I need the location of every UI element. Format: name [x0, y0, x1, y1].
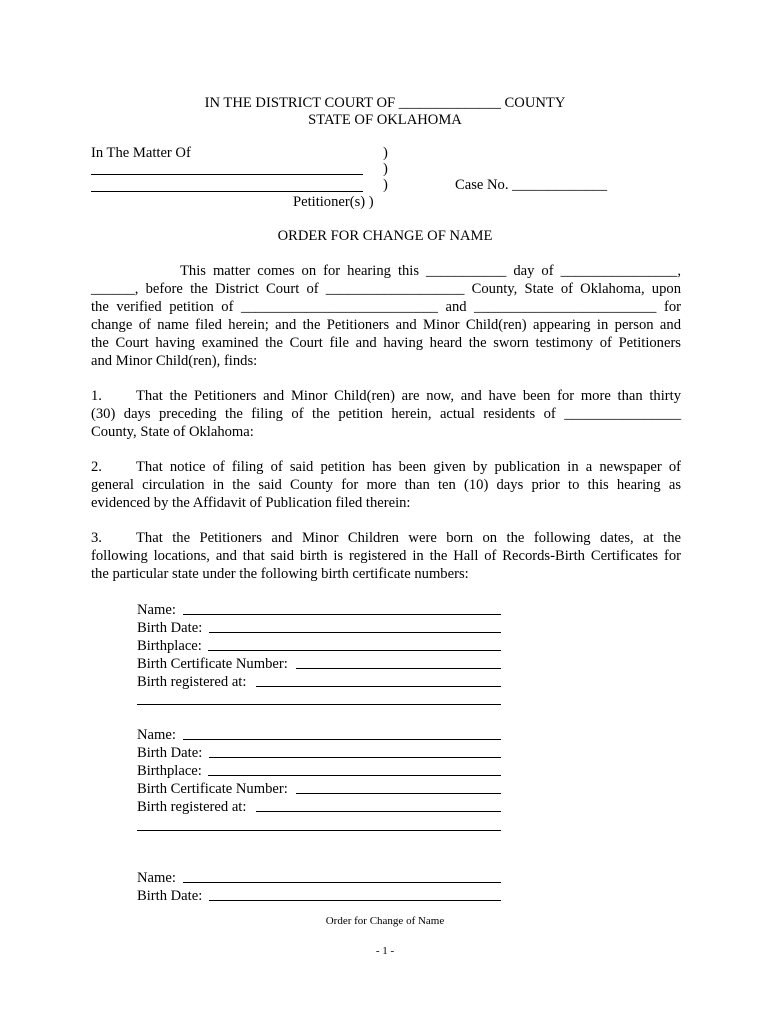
- court-heading-line1: IN THE DISTRICT COURT OF ______________ COUNTY: [204, 95, 566, 111]
- name-label: Name:: [137, 602, 176, 618]
- finding-line: following locations, and that said birth is registered in the Hall of Records-Birth Certificates for: [91, 548, 681, 564]
- certificate-label: Birth Certificate Number:: [137, 656, 288, 672]
- birth-date-label: Birth Date:: [137, 745, 203, 761]
- in-the-matter-label: In The Matter Of: [91, 145, 191, 161]
- finding-number: 3.: [91, 530, 102, 546]
- registered-label: Birth registered at:: [137, 799, 247, 815]
- intro-paragraph: [91, 262, 681, 370]
- intro-line: the verified petition of ___________________________ and _________________________ for: [91, 299, 681, 315]
- case-number: Case No. _____________: [455, 177, 608, 193]
- petitioners-label: Petitioner(s) ): [293, 194, 374, 210]
- document-title: ORDER FOR CHANGE OF NAME: [277, 228, 493, 244]
- certificate-line: [296, 668, 501, 669]
- finding-2: [91, 458, 681, 512]
- birth-date-label: Birth Date:: [137, 620, 203, 636]
- finding-line: evidenced by the Affidavit of Publication filed therein:: [91, 495, 411, 511]
- finding-line: That the Petitioners and Minor Child(ren) are now, and have been for more than thirty: [136, 388, 681, 404]
- name-line: [183, 739, 501, 740]
- name-label: Name:: [137, 727, 176, 743]
- birth-date-label: Birth Date:: [137, 888, 203, 904]
- intro-line: the Court having examined the Court file and having heard the sworn testimony of Petitioners: [91, 335, 681, 351]
- birth-date-line: [209, 632, 501, 633]
- birthplace-line: [208, 650, 501, 651]
- intro-line: ______, before the District Court of ___________________ County, State of Oklahoma, upon: [91, 281, 681, 297]
- finding-line: That the Petitioners and Minor Children were born on the following dates, at the: [136, 530, 681, 546]
- intro-line: and Minor Child(ren), finds:: [91, 353, 258, 369]
- certificate-line: [296, 793, 501, 794]
- finding-line: (30) days preceding the filing of the petition herein, actual residents of ________________: [91, 406, 681, 422]
- finding-line: County, State of Oklahoma:: [91, 424, 254, 440]
- page-number: - 1 -: [375, 945, 395, 957]
- registered-extra-line: [137, 830, 501, 831]
- matter-name-line-2: [91, 191, 363, 192]
- finding-line: general circulation in the said County for more than ten (10) days prior to this hearing as: [91, 477, 681, 493]
- finding-number: 2.: [91, 459, 102, 475]
- birth-date-line: [209, 900, 501, 901]
- caption-paren-1: ): [383, 145, 388, 161]
- registered-extra-line: [137, 704, 501, 705]
- registered-label: Birth registered at:: [137, 674, 247, 690]
- caption-paren-2: ): [383, 161, 388, 177]
- registered-line: [256, 686, 501, 687]
- registered-line: [256, 811, 501, 812]
- name-label: Name:: [137, 870, 176, 886]
- birthplace-label: Birthplace:: [137, 763, 202, 779]
- certificate-label: Birth Certificate Number:: [137, 781, 288, 797]
- name-line: [183, 614, 501, 615]
- finding-3: [91, 529, 681, 583]
- footer-title: Order for Change of Name: [325, 915, 445, 927]
- birthplace-label: Birthplace:: [137, 638, 202, 654]
- matter-name-line-1: [91, 174, 363, 175]
- intro-line: This matter comes on for hearing this ___________ day of ________________,: [180, 263, 681, 279]
- finding-line: That notice of filing of said petition has been given by publication in a newspaper of: [136, 459, 681, 475]
- finding-line: the particular state under the following birth certificate numbers:: [91, 566, 469, 582]
- intro-line: change of name filed herein; and the Petitioners and Minor Child(ren) appearing in person and: [91, 317, 681, 333]
- name-line: [183, 882, 501, 883]
- birth-date-line: [209, 757, 501, 758]
- finding-1: [91, 387, 681, 441]
- caption-paren-3: ): [383, 177, 388, 193]
- court-heading-line2: STATE OF OKLAHOMA: [308, 112, 462, 128]
- birthplace-line: [208, 775, 501, 776]
- finding-number: 1.: [91, 388, 102, 404]
